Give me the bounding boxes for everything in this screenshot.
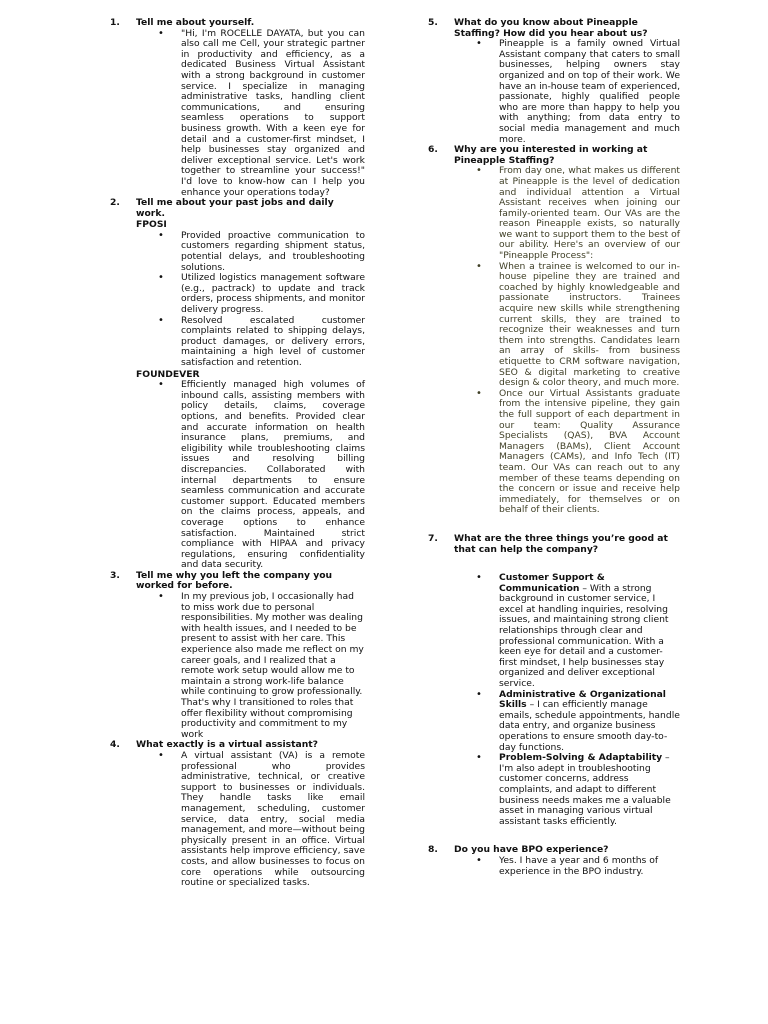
answer-item: • Provided proactive communication to customers regarding shipment status, potential delays, and troubleshooting solutions. xyxy=(181,231,365,273)
answer-list xyxy=(136,231,365,369)
question-number: 6. xyxy=(428,144,438,156)
answer-list xyxy=(136,592,365,740)
skill-name: Administrative & Organizational Skills xyxy=(499,688,666,711)
skill-item xyxy=(499,690,680,754)
question-number: 2. xyxy=(110,197,120,209)
skill-name: Problem-Solving & Adaptability xyxy=(499,752,663,764)
right-column xyxy=(428,18,680,877)
question-number: 4. xyxy=(110,739,120,751)
question-number: 8. xyxy=(428,844,438,856)
question-2 xyxy=(110,198,365,571)
spacer xyxy=(428,516,680,534)
answer-item: • A virtual assistant (VA) is a remote professional who provides administrative, technical, or creative support to businesses or individuals. They handle tasks like email management, scheduling, customer service, data entry, social media management, and more—without being physically present in an office. Virtual assistants help improve efficiency, save costs, and allow businesses to focus on core operations while outsourcing routine or specialized tasks. xyxy=(181,751,365,889)
question-4 xyxy=(110,740,365,888)
question-title: What are the three things you’re good at that can help the company? xyxy=(454,532,668,555)
question-number: 3. xyxy=(110,569,120,581)
answer-item: • Yes. I have a year and 6 months of experience in the BPO industry. xyxy=(499,856,680,877)
question-title: Tell me why you left the company you worked for before. xyxy=(136,569,333,592)
answer-item: • In my previous job, I occasionally had to miss work due to personal responsibilities. My mother was dealing with health issues, and I needed to be present to assist with her care. This experience also made me reflect on my career goals, and I realized that a remote work setup would allow me to maintain a strong work-life balance while continuing to grow professionally. That's why I transitioned to roles that offer flexibility without compromising productivity and commitment to my work xyxy=(181,592,365,740)
question-number: 7. xyxy=(428,532,438,544)
answer-list xyxy=(136,751,365,889)
skill-name: Customer Support & Communication xyxy=(499,572,605,594)
question-number: 1. xyxy=(110,17,120,28)
answer-item: • Pineapple is a family owned Virtual Assistant company that caters to small businesses, helping owners stay organized and on top of their work. We have an in-house team of experienced, passionate, highly qualified people who are more than happy to help you with anything; from data entry to social media management and much more. xyxy=(499,39,680,145)
question-8 xyxy=(428,845,680,877)
left-column xyxy=(110,18,365,889)
skill-text: – I can efficiently manage emails, schedule appointments, handle data entry, and organize business operations to ensure smooth day-to-day functions. xyxy=(499,699,680,753)
answer-list xyxy=(454,39,680,145)
answer-item: • Efficiently managed high volumes of inbound calls, assisting members with policy details, claims, coverage options, and benefits. Provided clear and accurate information on health insurance plans, premiums, and eligibility while troubleshooting claims issues and resolving billing discrepancies. Collaborated with internal departments to ensure seamless communication and accurate customer support. Educated members on the claims process, appeals, and coverage options to enhance satisfaction. Maintained strict compliance with HIPAA and privacy regulations, ensuring confidentiality and data security. xyxy=(181,380,365,571)
question-title: Do you have BPO experience? xyxy=(454,844,609,856)
spacer xyxy=(454,555,680,573)
skills-list xyxy=(454,573,680,827)
question-title: Tell me about yourself. xyxy=(136,17,255,28)
question-3 xyxy=(110,571,365,741)
question-6 xyxy=(428,145,680,516)
skill-item xyxy=(499,753,680,827)
answer-item: • From day one, what makes us different at Pineapple is the level of dedication and individual attention a Virtual Assistant receives when joining our family-oriented team. Our VAs are the reason Pineapple exists, so naturally we want to support them to the best of our ability. Here's an overview of our "Pineapple Process": xyxy=(499,166,680,261)
question-5 xyxy=(428,18,680,145)
answer-item: • "Hi, I'm ROCELLE DAYATA, but you can also call me Cell, your strategic partner in productivity and efficiency, as a dedicated Business Virtual Assistant with a strong background in customer service. I specialize in managing administrative tasks, handling client communications, and ensuring seamless operations to support business growth. With a keen eye for detail and a customer-first mindset, I help businesses stay organized and deliver exceptional service. Let's work together to streamline your success!" I'd love to know-how can I help you enhance your operations today? xyxy=(181,29,365,199)
answer-list xyxy=(136,29,365,199)
question-title: What do you know about Pineapple Staffing? How did you hear about us? xyxy=(454,17,648,39)
question-7 xyxy=(428,534,680,827)
answer-list xyxy=(454,166,680,516)
skill-text: – I'm also adept in troubleshooting customer concerns, address complaints, and adapt to different business needs makes me a valuable asset in managing various virtual assistant tasks efficiently. xyxy=(499,752,671,827)
company-name: FOUNDEVER xyxy=(136,368,200,380)
question-title: Tell me about your past jobs and daily work. xyxy=(136,197,334,219)
answer-item: • Resolved escalated customer complaints related to shipping delays, product damages, or delivery errors, maintaining a high level of customer satisfaction and retention. xyxy=(181,316,365,369)
answer-list xyxy=(136,380,365,571)
answer-item: • Utilized logistics management software (e.g., pactrack) to update and track orders, process shipments, and monitor delivery progress. xyxy=(181,273,365,315)
skill-text: – With a strong background in customer service, I excel at handling inquiries, resolving issues, and maintaining strong client relationships through clear and professional communication. With a keen eye for detail and a customer-first mindset, I help businesses stay organized and deliver exceptional service. xyxy=(499,582,669,690)
question-1 xyxy=(110,18,365,198)
question-title: Why are you interested in working at Pineapple Staffing? xyxy=(454,144,648,166)
question-title: What exactly is a virtual assistant? xyxy=(136,739,318,751)
answer-item: • Once our Virtual Assistants graduate from the intensive pipeline, they gain the full support of each department in our team: Quality Assurance Specialists (QAS), BVA Account Managers (BAMs), Client Account Managers (CAMs), and Info Tech (IT) team. Our VAs can reach out to any member of these teams depending on the concern or issue and receive help immediately, for themselves or on behalf of their clients. xyxy=(499,389,680,516)
skill-item xyxy=(499,573,680,690)
answer-item: • When a trainee is welcomed to our in-house pipeline they are trained and coached by highly knowledgeable and passionate instructors. Trainees acquire new skills while strengthening current skills, they are trained to recognize their weaknesses and turn them into strengths. Candidates learn an array of skills- from business etiquette to CRM software navigation, SEO & digital marketing to creative design & color theory, and much more. xyxy=(499,262,680,389)
answer-list xyxy=(454,856,680,877)
company-name: FPOSI xyxy=(136,219,167,231)
spacer xyxy=(428,827,680,845)
question-number: 5. xyxy=(428,17,438,28)
